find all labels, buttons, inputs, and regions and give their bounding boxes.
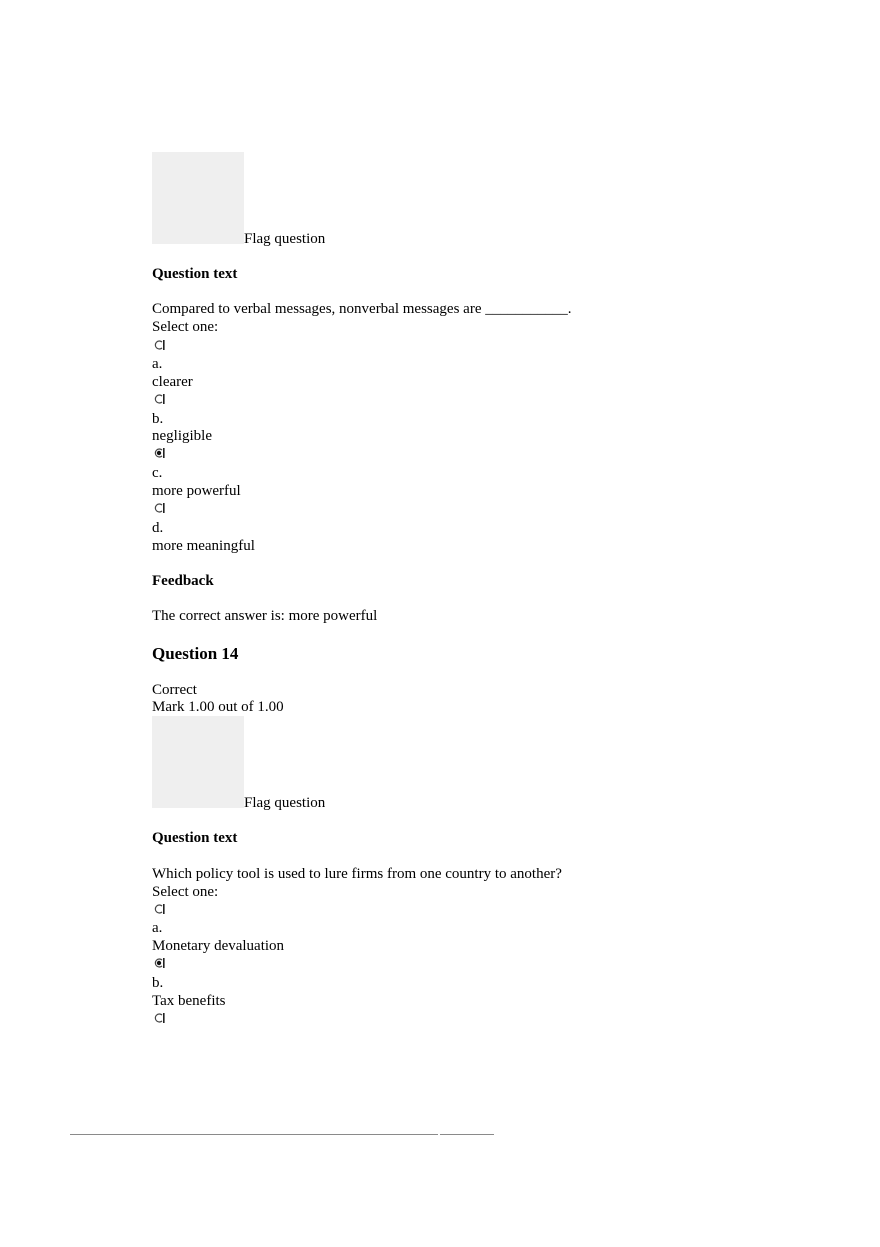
flag-question-icon[interactable] <box>152 716 244 808</box>
flag-question-link[interactable]: Flag question <box>244 231 326 247</box>
radio-option-b[interactable] <box>153 393 165 405</box>
radio-option-c[interactable] <box>153 1012 165 1024</box>
option-letter: a. <box>152 920 163 936</box>
question-title: Question 14 <box>152 644 239 663</box>
option-text: more powerful <box>152 483 241 499</box>
select-one-label: Select one: <box>152 319 219 335</box>
footer-rule <box>440 1134 494 1135</box>
radio-option-c-selected[interactable] <box>153 447 165 459</box>
radio-option-a[interactable] <box>153 903 165 915</box>
flag-question-link[interactable]: Flag question <box>244 795 326 811</box>
option-text: Tax benefits <box>152 993 226 1009</box>
option-letter: b. <box>152 975 164 991</box>
question-prompt: Compared to verbal messages, nonverbal messages are ___________. <box>152 301 572 317</box>
question-text-heading: Question text <box>152 266 238 282</box>
feedback-text: The correct answer is: more powerful <box>152 608 378 624</box>
radio-option-b-selected[interactable] <box>153 957 165 969</box>
option-letter: b. <box>152 411 164 427</box>
select-one-label: Select one: <box>152 884 219 900</box>
question-status: Correct <box>152 682 197 698</box>
question-prompt: Which policy tool is used to lure firms from one country to another? <box>152 866 562 882</box>
feedback-heading: Feedback <box>152 573 214 589</box>
question-mark: Mark 1.00 out of 1.00 <box>152 699 284 715</box>
option-letter: d. <box>152 520 164 536</box>
option-letter: c. <box>152 465 163 481</box>
option-text: clearer <box>152 374 193 390</box>
flag-question-icon[interactable] <box>152 152 244 244</box>
footer-rule <box>70 1134 438 1135</box>
question-text-heading: Question text <box>152 830 238 846</box>
option-text: negligible <box>152 428 212 444</box>
radio-option-a[interactable] <box>153 339 165 351</box>
option-text: more meaningful <box>152 538 255 554</box>
radio-option-d[interactable] <box>153 502 165 514</box>
option-text: Monetary devaluation <box>152 938 285 954</box>
option-letter: a. <box>152 356 163 372</box>
